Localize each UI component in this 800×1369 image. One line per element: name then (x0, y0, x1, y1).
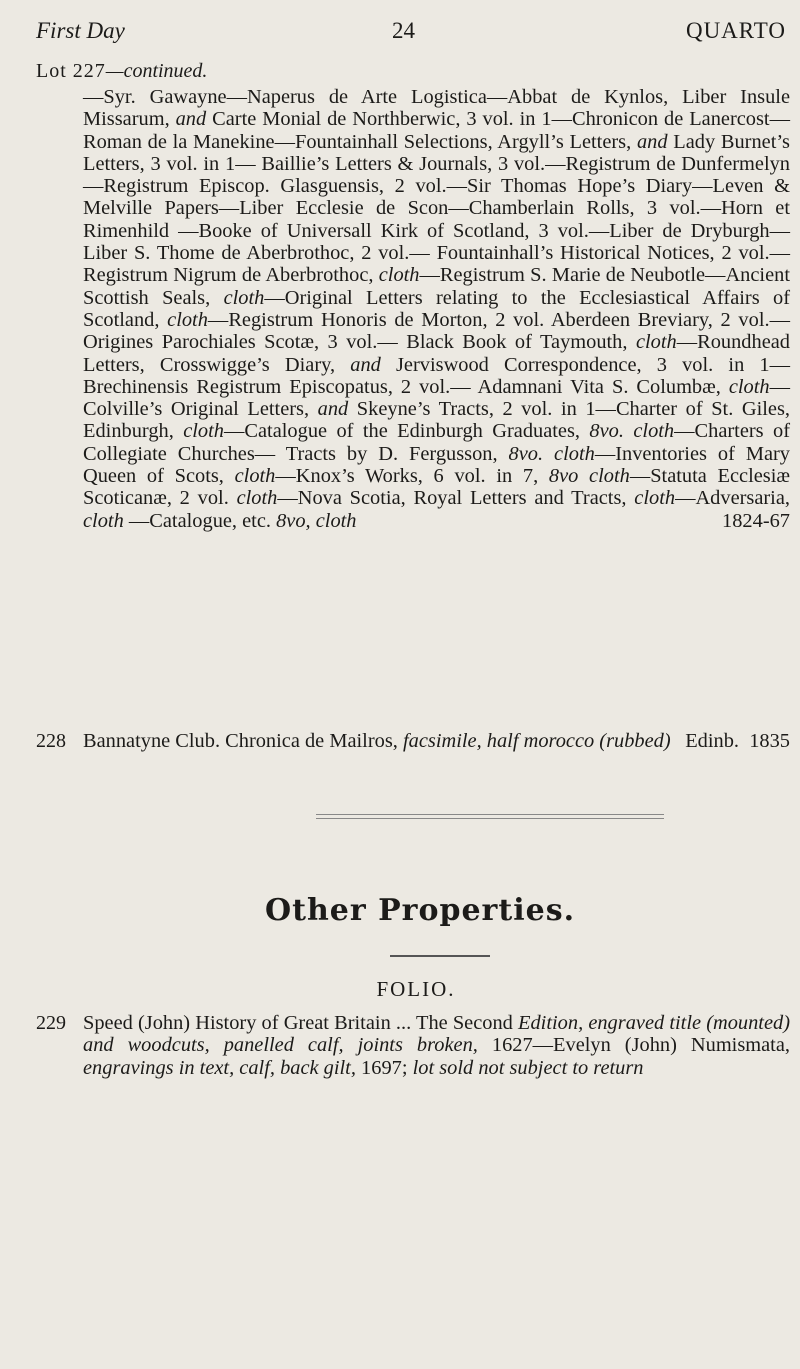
italic-run: and (350, 353, 381, 376)
text-run: Jerviswood Correspondence, 3 vol. in 1—Brechinensis Registrum Episcopatus, 2 vol.— Adamnani Vita S. Columbæ, (83, 353, 790, 398)
section-rule (390, 955, 490, 957)
italic-run: Edition, engraved title (mounted) and woodcuts, panelled calf, joints broken, (83, 1012, 791, 1057)
lot-229-description (83, 1012, 790, 1079)
page-number: 24 (392, 18, 415, 43)
italic-run: lot sold not subject to return (412, 1056, 644, 1079)
text-run: —Adversaria, (675, 487, 790, 510)
italic-run: cloth (167, 308, 208, 331)
text-run: —Knox’s Works, 6 vol. in 7, (275, 465, 549, 488)
lot-228-date (685, 730, 790, 752)
lot-228-text (83, 730, 671, 752)
lot-227-description (83, 86, 790, 532)
text-run: —Colville’s Original Letters, (83, 375, 790, 421)
text-run: Speed (John) History of Great Britain ... The Second (83, 1012, 519, 1034)
italic-run: engravings in text, calf, back gilt, (83, 1056, 356, 1079)
italic-run: cloth (234, 465, 276, 488)
text-run: Skeyne’s Tracts, 2 vol. in 1—Charter of St. Giles, Edinburgh, (83, 398, 790, 443)
italic-run: cloth (83, 509, 124, 532)
text-run: —Roundhead Letters, Crosswigge’s Diary, (83, 331, 790, 376)
italic-run: cloth (728, 375, 770, 398)
text-run: 1627—Evelyn (John) Numismata, (477, 1034, 790, 1057)
running-head-day: First Day (36, 18, 125, 43)
lot-228-year: 1835 (749, 730, 790, 752)
running-head (36, 18, 786, 48)
lot-227-label (36, 60, 207, 83)
text-run: Carte Monial de Northberwic, 3 vol. in 1—Chronicon de Lanercost—Roman de la Manekine—Fountainhall Selections, Argyll’s Letters, (83, 108, 790, 153)
text-run: Lady Burnet’s Letters, 3 vol. in 1— Baillie’s Letters & Journals, 3 vol.—Registrum de Dunfermelyn —Registrum Episcop. Glasguensis, 2 vol.—Sir Thomas Hope’s Diary—Leven & Melville Papers—Liber Ecclesie de Scon—Chamberlain Rolls, 3 vol.—Horn et Rimenhild —Booke of Universall Kirk of Scotland, 3 vol.—Liber de Dryburgh—Liber S. Thome de Aberbrothoc, 2 vol.— Fountainhall’s Historical Notices, 2 vol.—Registrum Nigrum de Aberbrothoc, (83, 130, 790, 287)
italic-run: cloth (635, 331, 677, 354)
italic-run: cloth (183, 420, 224, 443)
lot-229-text (83, 1012, 790, 1079)
lot-227-text (83, 86, 790, 532)
italic-run: and (175, 108, 207, 131)
separator-rule-top (316, 814, 664, 815)
italic-run: 8vo cloth (548, 465, 630, 488)
lot-229-number: 229 (36, 1012, 66, 1034)
text-run: —Statuta Ecclesiæ Scoticanæ, 2 vol. (83, 465, 791, 510)
lot-227-continued: —continued. (105, 60, 208, 82)
italic-run: cloth (378, 264, 420, 287)
text-run: Bannatyne Club. Chronica de Mailros, (83, 730, 403, 752)
running-head-format: QUARTO (685, 18, 786, 43)
text-run: —Registrum S. Marie de Neubotle—Ancient Scottish Seals, (83, 264, 790, 309)
italic-run: cloth (236, 487, 278, 510)
lot-228-description (83, 730, 790, 752)
lot-228-number: 228 (36, 730, 66, 752)
text-run: —Charters of Collegiate Churches— Tracts by D. Fergusson, (83, 420, 790, 465)
italic-run: 8vo. cloth (589, 420, 675, 443)
italic-run: 8vo, cloth (276, 509, 357, 532)
section-title: Other Properties. (264, 893, 576, 928)
text-run: —Catalogue of the Edinburgh Graduates, (224, 420, 590, 443)
italic-run: and (317, 398, 349, 421)
text-run: —Registrum Honoris de Morton, 2 vol. Aberdeen Breviary, 2 vol.—Origines Parochiales Scotæ, 3 vol.— Black Book of Taymouth, (83, 308, 790, 354)
text-run: —Original Letters relating to the Ecclesiastical Affairs of Scotland, (83, 286, 790, 331)
text-run: —Syr. Gawayne—Naperus de Arte Logistica—Abbat de Kynlos, Liber Insule Missarum, (83, 86, 790, 131)
italic-run: facsimile, half morocco (rubbed) (402, 730, 671, 752)
italic-run: cloth (634, 487, 676, 510)
lot-227-number: 227 (72, 60, 106, 82)
lot-228-place: Edinb. (685, 730, 740, 752)
lot-227-date: 1824-67 (722, 509, 790, 532)
italic-run: cloth (223, 286, 265, 309)
italic-run: and (636, 130, 668, 153)
section-subtitle: FOLIO. (376, 977, 456, 1001)
separator-rule-bottom (316, 818, 664, 819)
text-run: —Catalogue, etc. (123, 509, 277, 532)
lot-prefix: Lot (36, 60, 67, 82)
text-run: —Inventories of Mary Queen of Scots, (83, 442, 790, 488)
text-run: 1697; (355, 1056, 413, 1079)
italic-run: 8vo. cloth (508, 442, 595, 465)
text-run: —Nova Scotia, Royal Letters and Tracts, (277, 487, 635, 510)
